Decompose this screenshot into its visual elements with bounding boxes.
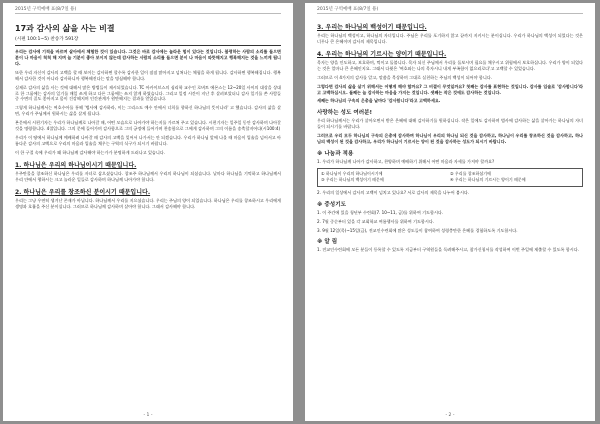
section-4-body-2: 그러므로 이 4가지의 감사를 알고, 말씀을 묵상하며 그대로 실천하는 주님의 백성이 되어야 합니다. bbox=[317, 74, 493, 80]
page-number: - 2 - bbox=[445, 413, 455, 418]
apply-question-2: 2. 우리의 일상에서 감사의 고백이 넘치고 있나요? 서로 감사의 제목을 나누어 봅시다. bbox=[317, 189, 470, 195]
scripture-reference: (시편 100:1~5) 찬송가 591장 bbox=[15, 37, 79, 42]
intro-paragraph-3: 실제로 감사의 삶을 사는 것에 대해서 많은 방법들이 제시되었습니다. TC 아카이브스의 심리학 교수인 로버트 에몬스는 12~20일 사이의 대상을 상대로 한 그룹에는 감사의 일기를 매일 쓰게 하고 다른 그룹에는 쓰지 않게 하였습니다. 그리고 일정 시간이 지난 후 살펴보았더니 감사 일기를 쓴 사람들 중 수면의 질도 좋아지고 몸이 건강해지며 인간관계가 원만해지는 결과를 얻었습니다. bbox=[15, 84, 281, 102]
closing-paragraph-2: 그러므로 우리 모두 하나님의 구속의 은총에 감사하며 하나님이 우리의 하나님 되신 것을 감사하고, 하나님이 우리를 창조하신 것을 감사하고, 하나님의 백성이 된 것을 감사하고, 우리가 하나님이 기르시는 양이 된 것을 감사하는 성도가 되시기 바랍니다. bbox=[317, 133, 583, 145]
apply-option: ③ 우리는 하나님의 백성이기 때문에 bbox=[321, 177, 384, 183]
prayer-item: 3. 9월 12일(목)~15일(금), 전교인수련회에 많은 성도들이 참여하여 성령충만한 은혜를 경험하도록 기도합시다. bbox=[317, 227, 518, 233]
notice-item: 1. 전교인수련회에 모든 분들이 등록할 수 있도록 지금부터 구역원들을 독려해주시고, 참가신청서를 작성하여 이번 주일에 제출할 수 있도록 합시다. bbox=[317, 247, 579, 253]
document-page-1 bbox=[3, 3, 293, 421]
title-divider bbox=[15, 45, 281, 46]
section-4-body-3: 그렇다면 감사의 삶을 살기 위해서는 어떻게 해야 할까요? 그 비결이 무엇일까요? 첫째는 감사를 표현하는 것입니다. 감사를 입술로 '감사합니다'라고 고백하십시오. 둘째는 늘 감사하는 마음을 가지는 것입니다. 셋째는 작은 것에도 감사하는 것입니다. bbox=[317, 83, 583, 95]
prayer-item: 1. 이 주간에 있을 청년부 수련회(7. 10~11, 금)를 위하여 기도합시다. bbox=[317, 209, 444, 215]
section-4-body-4: 세째는 하나님의 구속의 은총을 날마다 '감사합니다'라고 고백하세요. bbox=[317, 98, 441, 104]
apply-option: ④ 우리는 하나님의 기르시는 양이기 때문에 bbox=[450, 177, 526, 183]
section-4-body-1: 목자는 양을 인도하고, 보호하며, 먹이고 돌봅니다. 목자 되신 주님께서 우리를 돌보시며 필요를 채우시고 위험에서 보호하십니다. 우리가 양이 되었다는 것은 얼마나 큰 은혜인지요. 그래서 다윗은 '여호와는 나의 목자시니 내게 부족함이 없으리로다'고 고백할 수 있었습니다. bbox=[317, 59, 583, 71]
header-divider bbox=[15, 13, 281, 14]
lesson-title: 17과 감사의 삶을 사는 비결 bbox=[15, 24, 115, 33]
section-1-body: 우주만물을 창조하신 하나님은 우리를 자녀로 삼으셨습니다. 창조주 하나님께서 우리의 하나님이 되셨습니다. 날마다 하나님을 기억하고 하나님께서 우리 안에서 행하시는 크고 놀라운 일들로 감사하며 하나님께 나아가야 합니다. bbox=[15, 170, 281, 182]
section-1-heading: 1. 하나님은 우리의 하나님이시기 때문입니다. bbox=[15, 161, 137, 169]
apply-heading: ※ 나눔과 적용 bbox=[317, 151, 354, 158]
page-header: 2015년 구역예배 표(8/7일 용) bbox=[15, 7, 77, 12]
intro-paragraph-6: 우리가 이 땅에서 하나님께 예배하려 나아갈 때 감사의 고백을 잊어서 나가서는 안 되겠습니다. 우리가 하나님 앞에 나올 때 마음이 입술을 넘어서고 아름다운 감사의 고백으로 우리의 마음과 입술을 채우는 구역의 식구가 되시기 바랍니다. bbox=[15, 135, 281, 146]
notice-heading: ※ 알 림 bbox=[317, 239, 338, 246]
apply-option: ① 하나님이 우리의 하나님이시기에 bbox=[321, 170, 383, 176]
intro-paragraph-4: 그렇게 하나님께서는 여호수아를 통해 '범사에 감사하라, 이는 그리스도 예수 안에서 너희를 향하신 하나님의 뜻이니라' 고 했습니다. 감사의 삶을 살면, 우리가 주님께서 원하시는 삶을 살게 됩니다. bbox=[15, 105, 281, 117]
page-header: 2015년 구역예배 표(8/7일 용) bbox=[317, 7, 379, 12]
prayer-heading: ※ 중성기도 bbox=[317, 201, 346, 208]
section-4-heading: 4. 우리는 하나님의 기르시는 양이기 때문입니다. bbox=[317, 50, 447, 58]
document-page-2 bbox=[305, 3, 595, 421]
closing-heading: 사랑하는 성도 여러분! bbox=[317, 110, 373, 117]
section-3-body: 우리는 하나님의 백성이고, 하나님의 자녀입니다. 주님은 우리를 포기하지 않고 끝까지 지키시는 분이십니다. 우리가 하나님의 백성이 되었다는 것은 너무나 큰 은혜이며 감사의 제목입니다. bbox=[317, 33, 583, 44]
intro-paragraph-1: 우리는 감사에 기적을 바르며 살아에서 체험한 것이 있습니다. 그것은 바로 감사에는 놀라운 힘이 있다는 것입니다. 불평하는 사람의 소리를 들으면 분이 나 마음이 척척 해 지며 늘 기분이 좋아 보이지 않는데 감사하는 사람의 소리를 들으면 분이 나 마음이 따뜻해지고 행복해지는 것을 느끼게 됩니다. bbox=[15, 49, 281, 66]
page-number: - 1 - bbox=[143, 413, 153, 418]
apply-options-box bbox=[317, 168, 583, 187]
intro-paragraph-7: 이 한 구절 속에 우리가 왜 하나님께 감사해야 하는가가 분명하게 드러나고 있습니다. bbox=[15, 149, 166, 155]
intro-paragraph-5: 본문에서 시편기자는 우리가 하나님께로 나아갈 때, 어떤 모습으로 나아가야 하는지를 가르쳐 주고 있습니다. 시편기자는 일주일 동안 감사하며 나아갈 것을 명령합니다. 4절입니다. 그의 문에 들어가며 감사함으로 그의 궁정에 들어가며 찬송함으로 그에게 감사하며 그의 이름을 송축할지어다(시100:4) bbox=[15, 120, 281, 132]
header-divider bbox=[317, 13, 583, 14]
section-2-body: 우리는 그냥 우연히 생겨난 존재가 아닙니다. 하나님께서 우리를 지으셨습니다. 우리는 주님의 양이 되었습니다. 하나님은 우리를 창조하시고 우리에게 생명과 호흡을 주신 분이십니다. 그러므로 하나님께 감사하며 살아야 합니다. 그래서 감사해야 합니다. bbox=[15, 197, 281, 209]
section-2-heading: 2. 하나님은 우리를 창조하신 분이시기 때문입니다. bbox=[15, 188, 151, 196]
apply-question-1: 1. 우리가 하나님께 나아가 감사하고, 찬양하며 예배하기 위해서 어떤 마음과 자세를 가져야 할까요? bbox=[317, 159, 495, 165]
section-3-heading: 3. 우리는 하나님의 백성이기 때문입니다. bbox=[317, 24, 427, 31]
closing-paragraph-1: 우리 하나님께서는 우리가 살아오면서 받은 은혜에 대해 감사하기를 원하십니다. 작은 일에도 감사하며 범사에 감사하는 삶을 살아가는 하나님의 자녀들이 되시기를 바랍니다. bbox=[317, 118, 583, 130]
intro-paragraph-2: 또한 우리 자신이 감사의 고백을 할 때 보이는 감사하면 할수록 감사한 일이 점점 많아지고 넘쳐나는 체험을 하게 됩니다. 감사하면 행복해집니다. 행복해서 감사한 것이 아니라 감사하니까 행복해진다는 말을 명심해야 합니다. bbox=[15, 69, 281, 81]
prayer-item: 2. 7월 중순부터 있을 각 교회학교 여름행사를 위하여 기도합시다. bbox=[317, 218, 435, 224]
apply-option: ② 우리를 창조하셨기에 bbox=[450, 170, 491, 176]
